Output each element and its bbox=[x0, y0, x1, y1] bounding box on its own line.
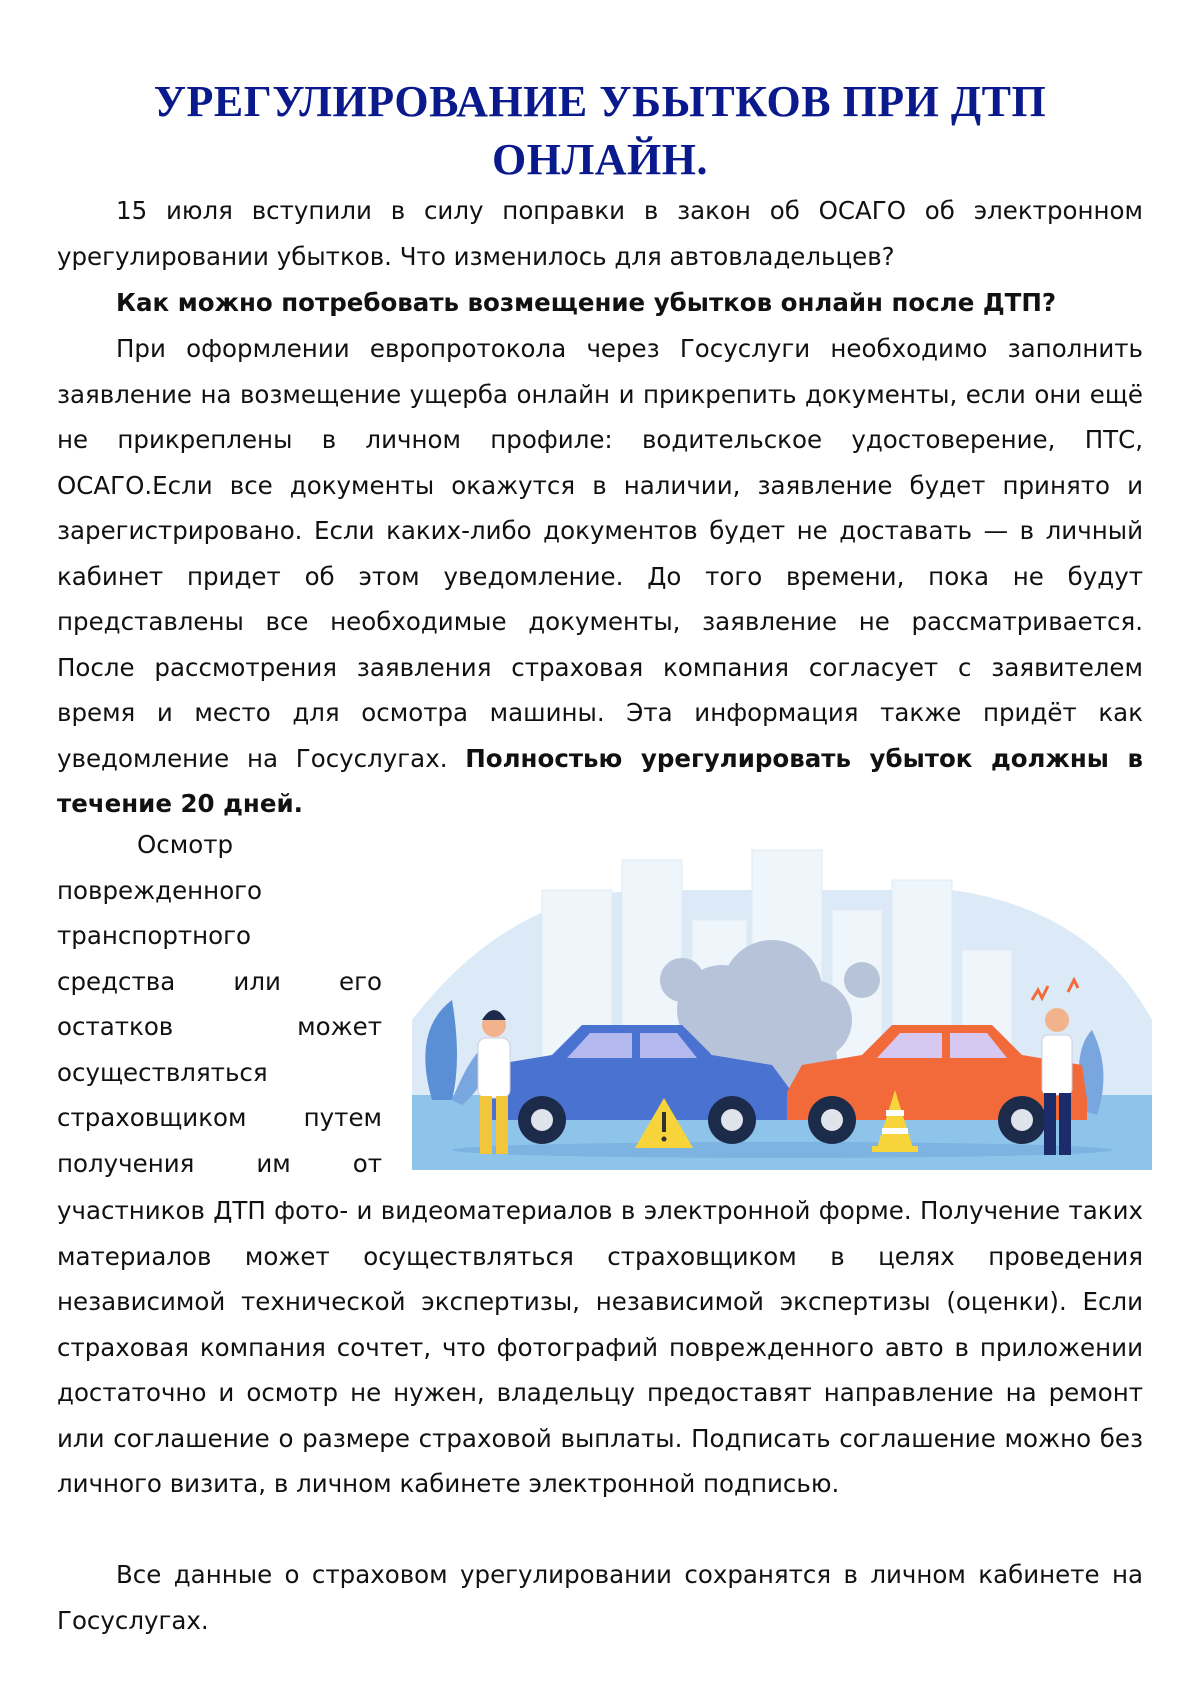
car-accident-illustration bbox=[392, 830, 1162, 1175]
question-heading: Как можно потребовать возмещение убытков онлайн после ДТП? bbox=[116, 288, 1057, 317]
wrap-line: Осмотр bbox=[137, 830, 234, 859]
wrap-line: осуществляться bbox=[57, 1057, 268, 1087]
inspection-wrap-text bbox=[57, 822, 382, 1186]
wrap-line: поврежденного bbox=[57, 875, 263, 905]
inspection-continuation: участников ДТП фото- и видеоматериалов в электронной форме. Получение таких материалов может осуществляться страховщиком в целях проведения независимой технической экспертизы, независимой экспертизы (оценки). Если страховая компания сочтет, что фотографий поврежденного авто в приложении достаточно и осмотр не нужен, владельцу предоставят направление на ремонт или соглашение о размере страховой выплаты. Подписать соглашение можно без личного визита, в личном кабинете электронной подписью. bbox=[57, 1196, 1143, 1498]
procedure-deadline: Полностью урегулировать убыток должны в течение 20 дней. bbox=[57, 743, 1143, 818]
procedure-paragraph bbox=[57, 326, 1143, 827]
intro-paragraph: 15 июля вступили в силу поправки в закон об ОСАГО об электронном урегулировании убытков. Что изменилось для автовладельцев? bbox=[57, 196, 1143, 271]
wrap-line: транспортного bbox=[57, 921, 252, 950]
page-title: УРЕГУЛИРОВАНИЕ УБЫТКОВ ПРИ ДТП ОНЛАЙН. bbox=[153, 77, 1047, 185]
closing-paragraph: Все данные о страховом урегулировании сохранятся в личном кабинете на Госуслугах. bbox=[57, 1560, 1143, 1635]
wrap-line: страховщиком путем bbox=[57, 1103, 382, 1132]
wrap-line: остатков может bbox=[57, 1012, 382, 1041]
wrap-line: получения им от bbox=[57, 1148, 382, 1178]
procedure-text: При оформлении европротокола через Госуслуги необходимо заполнить заявление на возмещение ущерба онлайн и прикрепить документы, если они ещё не прикреплены в личном профиле: водительское удостоверение, ПТС, ОСАГО.Если все документы окажутся в наличии, заявление будет принято и зарегистрировано. Если каких-либо документов будет не доставать — в личный кабинет придет об этом уведомление. До того времени, пока не будут представлены все необходимые документы, заявление не рассматривается. После рассмотрения заявления страховая компания согласует с заявителем время и место для осмотра машины. Эта информация также придёт как уведомление на Госуслугах. bbox=[57, 334, 1143, 773]
wrap-line: средства или его bbox=[57, 966, 382, 996]
